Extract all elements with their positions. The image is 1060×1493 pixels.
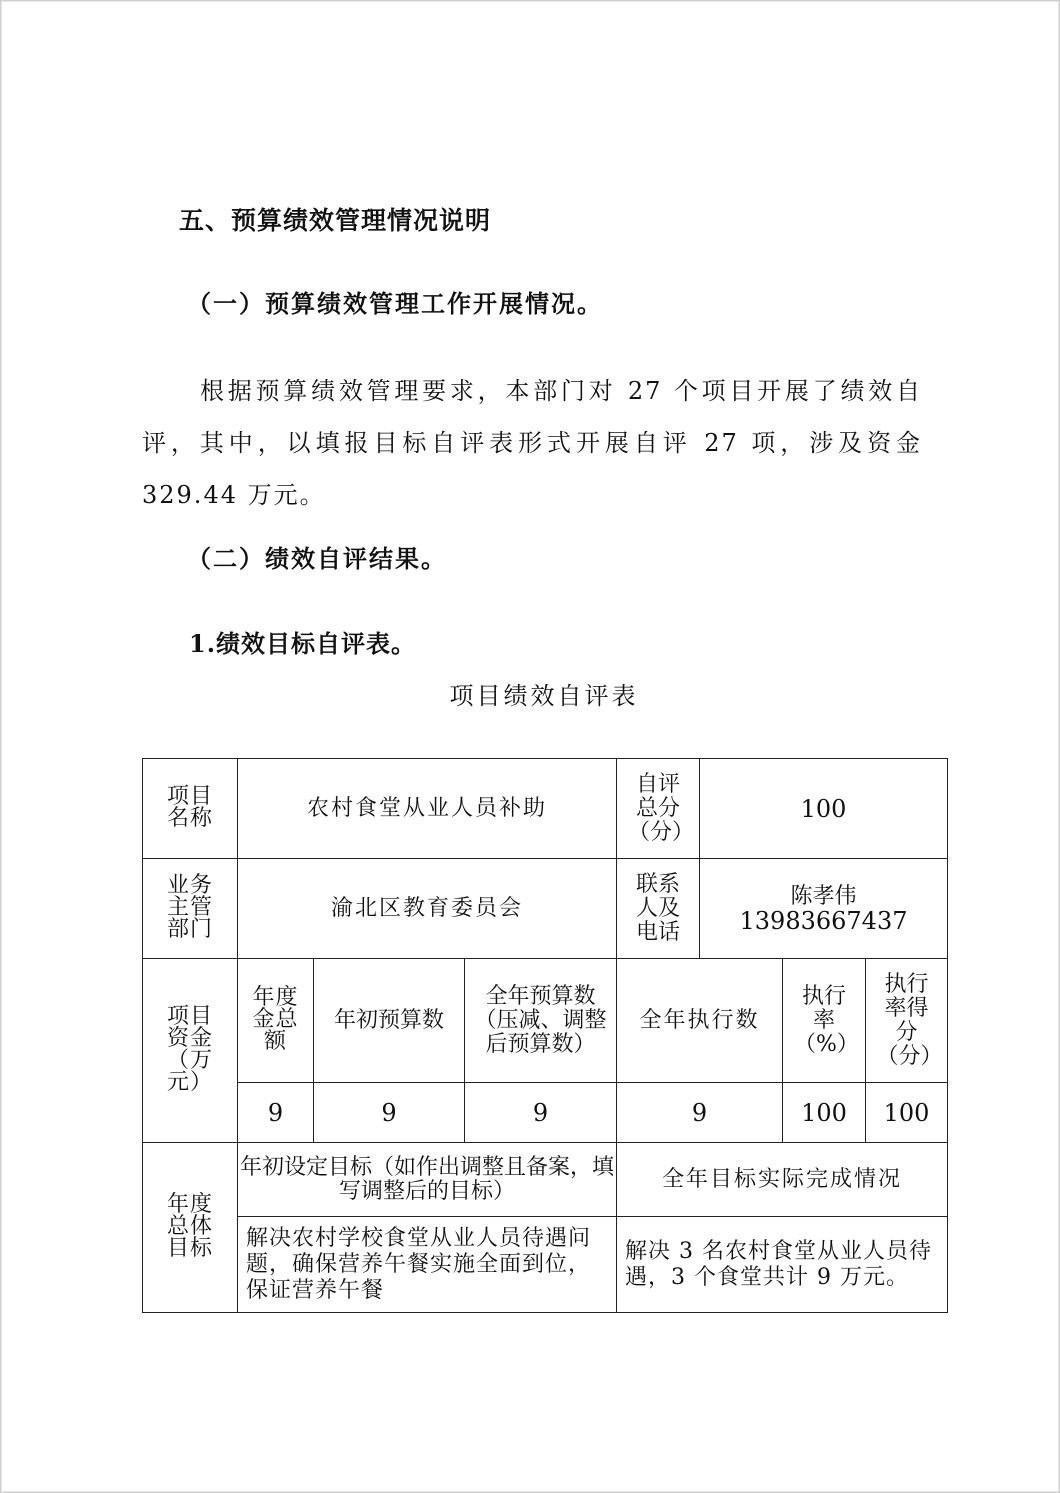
val-executed: 9 [617, 1083, 783, 1143]
subsection-heading-2: （二）绩效自评结果。 [187, 544, 447, 573]
goal-label: 年度总体目标 [166, 1192, 213, 1261]
col-total: 年度金总额 [238, 959, 314, 1083]
contact-label: 联系人及电话 [635, 871, 680, 945]
performance-table [142, 758, 948, 1313]
self-score-label-cell [617, 759, 700, 859]
contact-label-cell [617, 859, 700, 959]
project-name-label: 项目名称 [166, 784, 213, 831]
contact-cell [700, 859, 948, 959]
col-rate-score: 执行率得分（分） [866, 959, 948, 1083]
col-adjusted: 全年预算数（压减、调整后预算数） [465, 959, 617, 1083]
goal-label-cell [143, 1143, 238, 1313]
val-total: 9 [238, 1083, 314, 1143]
project-name: 农村食堂从业人员补助 [238, 759, 617, 859]
val-initial: 9 [314, 1083, 465, 1143]
dept-name: 渝北区教育委员会 [238, 859, 617, 959]
goal-actual-text: 解决 3 名农村食堂从业人员待遇，3 个食堂共计 9 万元。 [617, 1217, 948, 1313]
dept-label: 业务主管部门 [166, 873, 213, 942]
goal-set-text: 解决农村学校食堂从业人员待遇问题，确保营养午餐实施全面到位，保证营养午餐 [238, 1217, 617, 1313]
funds-label-cell [143, 959, 238, 1143]
item-heading: 1.绩效目标自评表。 [189, 629, 417, 658]
table-caption: 项目绩效自评表 [449, 682, 639, 710]
dept-label-cell [143, 859, 238, 959]
val-rate: 100 [783, 1083, 866, 1143]
section-heading: 五、预算绩效管理情况说明 [179, 206, 492, 235]
val-adjusted: 9 [465, 1083, 617, 1143]
self-score-label: 自评总分（分） [628, 771, 695, 845]
val-rate-score: 100 [866, 1083, 948, 1143]
goal-actual-header: 全年目标实际完成情况 [617, 1143, 948, 1217]
col-rate: 执行率（%） [783, 959, 866, 1083]
col-executed: 全年执行数 [617, 959, 783, 1083]
goal-set-header: 年初设定目标（如作出调整且备案，填写调整后的目标） [238, 1143, 617, 1217]
contact-name: 陈孝伟 [790, 883, 857, 909]
project-name-label-cell [143, 759, 238, 859]
self-score: 100 [700, 759, 948, 859]
contact-phone: 13983667437 [739, 906, 908, 935]
funds-label: 项目资金（万元） [166, 1004, 213, 1095]
col-initial: 年初预算数 [314, 959, 465, 1083]
subsection-heading-1: （一）预算绩效管理工作开展情况。 [187, 289, 603, 318]
body-paragraph: 根据预算绩效管理要求，本部门对 27 个项目开展了绩效自评，其中，以填报目标自评表形式开展自评 27 项，涉及资金 329.44 万元。 [142, 377, 922, 509]
